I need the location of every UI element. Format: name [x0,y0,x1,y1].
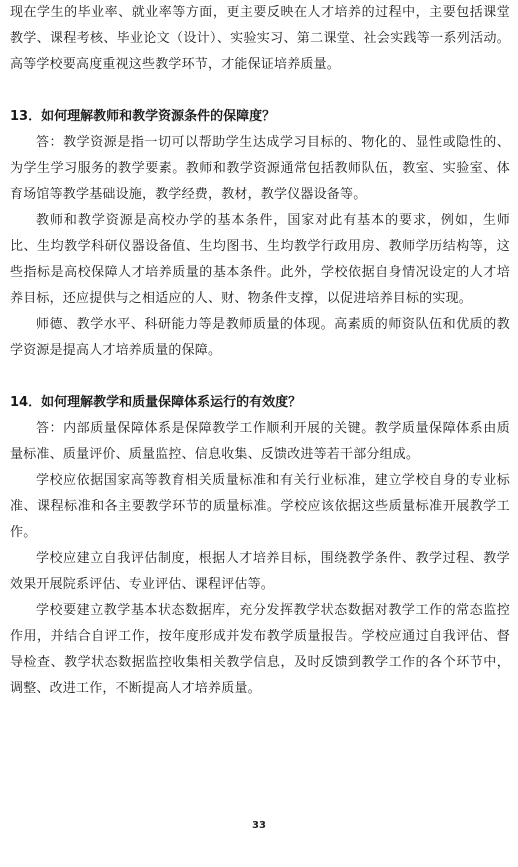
section-14 [10,390,510,702]
section-14-paragraph-4: 学校要建立教学基本状态数据库，充分发挥教学状态数据对教学工作的常态监控作用，并结合自评工作，按年度形成并发布教学质量报告。学校应通过自我评估、督导检查、教学状态数据监控收集相关教学信息，及时反馈到教学工作的各个环节中，调整、改进工作，不断提高人才培养质量。 [10,603,510,696]
section-14-paragraph-1: 答：内部质量保障体系是保障教学工作顺利开展的关键。教学质量保障体系由质量标准、质量评价、质量监控、信息收集、反馈改进等若干部分组成。 [10,421,510,462]
section-13 [10,104,510,364]
section-13-paragraph-2: 教师和教学资源是高校办学的基本条件，国家对此有基本的要求，例如，生师比、生均教学科研仪器设备值、生均图书、生均教学行政用房、教师学历结构等，这些指标是高校保障人才培养质量的基本条件。此外，学校依据自身情况设定的人才培养目标，还应提供与之相适应的人、财、物条件支撑，以促进培养目标的实现。 [10,213,510,306]
section-gap [10,78,510,104]
page-number: 33 [252,820,266,831]
section-14-paragraph-2: 学校应依据国家高等教育相关质量标准和有关行业标准，建立学校自身的专业标准、课程标准和各主要教学环节的质量标准。学校应该依据这些质量标准开展教学工作。 [10,473,510,540]
document-body [10,0,510,702]
section-13-paragraph-1: 答：教学资源是指一切可以帮助学生达成学习目标的、物化的、显性或隐性的、为学生学习服务的教学要素。教师和教学资源通常包括教师队伍，教室、实验室、体育场馆等教学基础设施，教学经费，教材，教学仪器设备等。 [10,135,510,202]
section-14-paragraph-3: 学校应建立自我评估制度，根据人才培养目标，围绕教学条件、教学过程、教学效果开展院系评估、专业评估、课程评估等。 [10,551,510,592]
section-heading-14: 14．如何理解教学和质量保障体系运行的有效度？ [10,395,302,410]
section-heading-13: 13．如何理解教师和教学资源条件的保障度？ [10,109,276,124]
intro-paragraph: 现在学生的毕业率、就业率等方面，更主要反映在人才培养的过程中，主要包括课堂教学、课程考核、毕业论文（设计）、实验实习、第二课堂、社会实践等一系列活动。高等学校要高度重视这些教学环节，才能保证培养质量。 [10,5,510,72]
section-gap [10,364,510,390]
section-13-paragraph-3: 师德、教学水平、科研能力等是教师质量的体现。高素质的师资队伍和优质的教学资源是提高人才培养质量的保障。 [10,317,510,358]
